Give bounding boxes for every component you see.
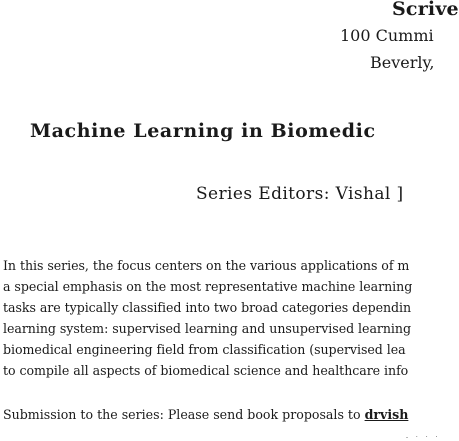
body-text-line: learning system: supervised learning and unsupervised learning	[3, 321, 411, 336]
body-text-line: a special emphasis on the most representative machine learning	[3, 279, 413, 294]
body-text-line: In this series, the focus centers on the various applications of m	[3, 258, 410, 273]
body-text-line: to compile all aspects of biomedical science and healthcare info	[3, 363, 409, 378]
body-text-line: biomedical engineering field from classification (supervised lea	[3, 342, 406, 357]
publisher-address-line-2: Beverly,	[370, 53, 435, 72]
body-text-line: tasks are typically classified into two broad categories dependin	[3, 300, 412, 315]
series-editors: Series Editors: Vishal ]	[196, 184, 404, 204]
publisher-name: Scrive	[392, 0, 459, 20]
submission-note	[3, 407, 408, 422]
submission-text: Submission to the series: Please send book proposals to	[3, 407, 361, 422]
series-title: Machine Learning in Biomedic	[30, 120, 376, 142]
footer-fragment: - · · ·	[406, 434, 441, 441]
editor-email-link[interactable]: drvish	[364, 407, 409, 422]
publisher-address-line-1: 100 Cummi	[340, 26, 434, 45]
